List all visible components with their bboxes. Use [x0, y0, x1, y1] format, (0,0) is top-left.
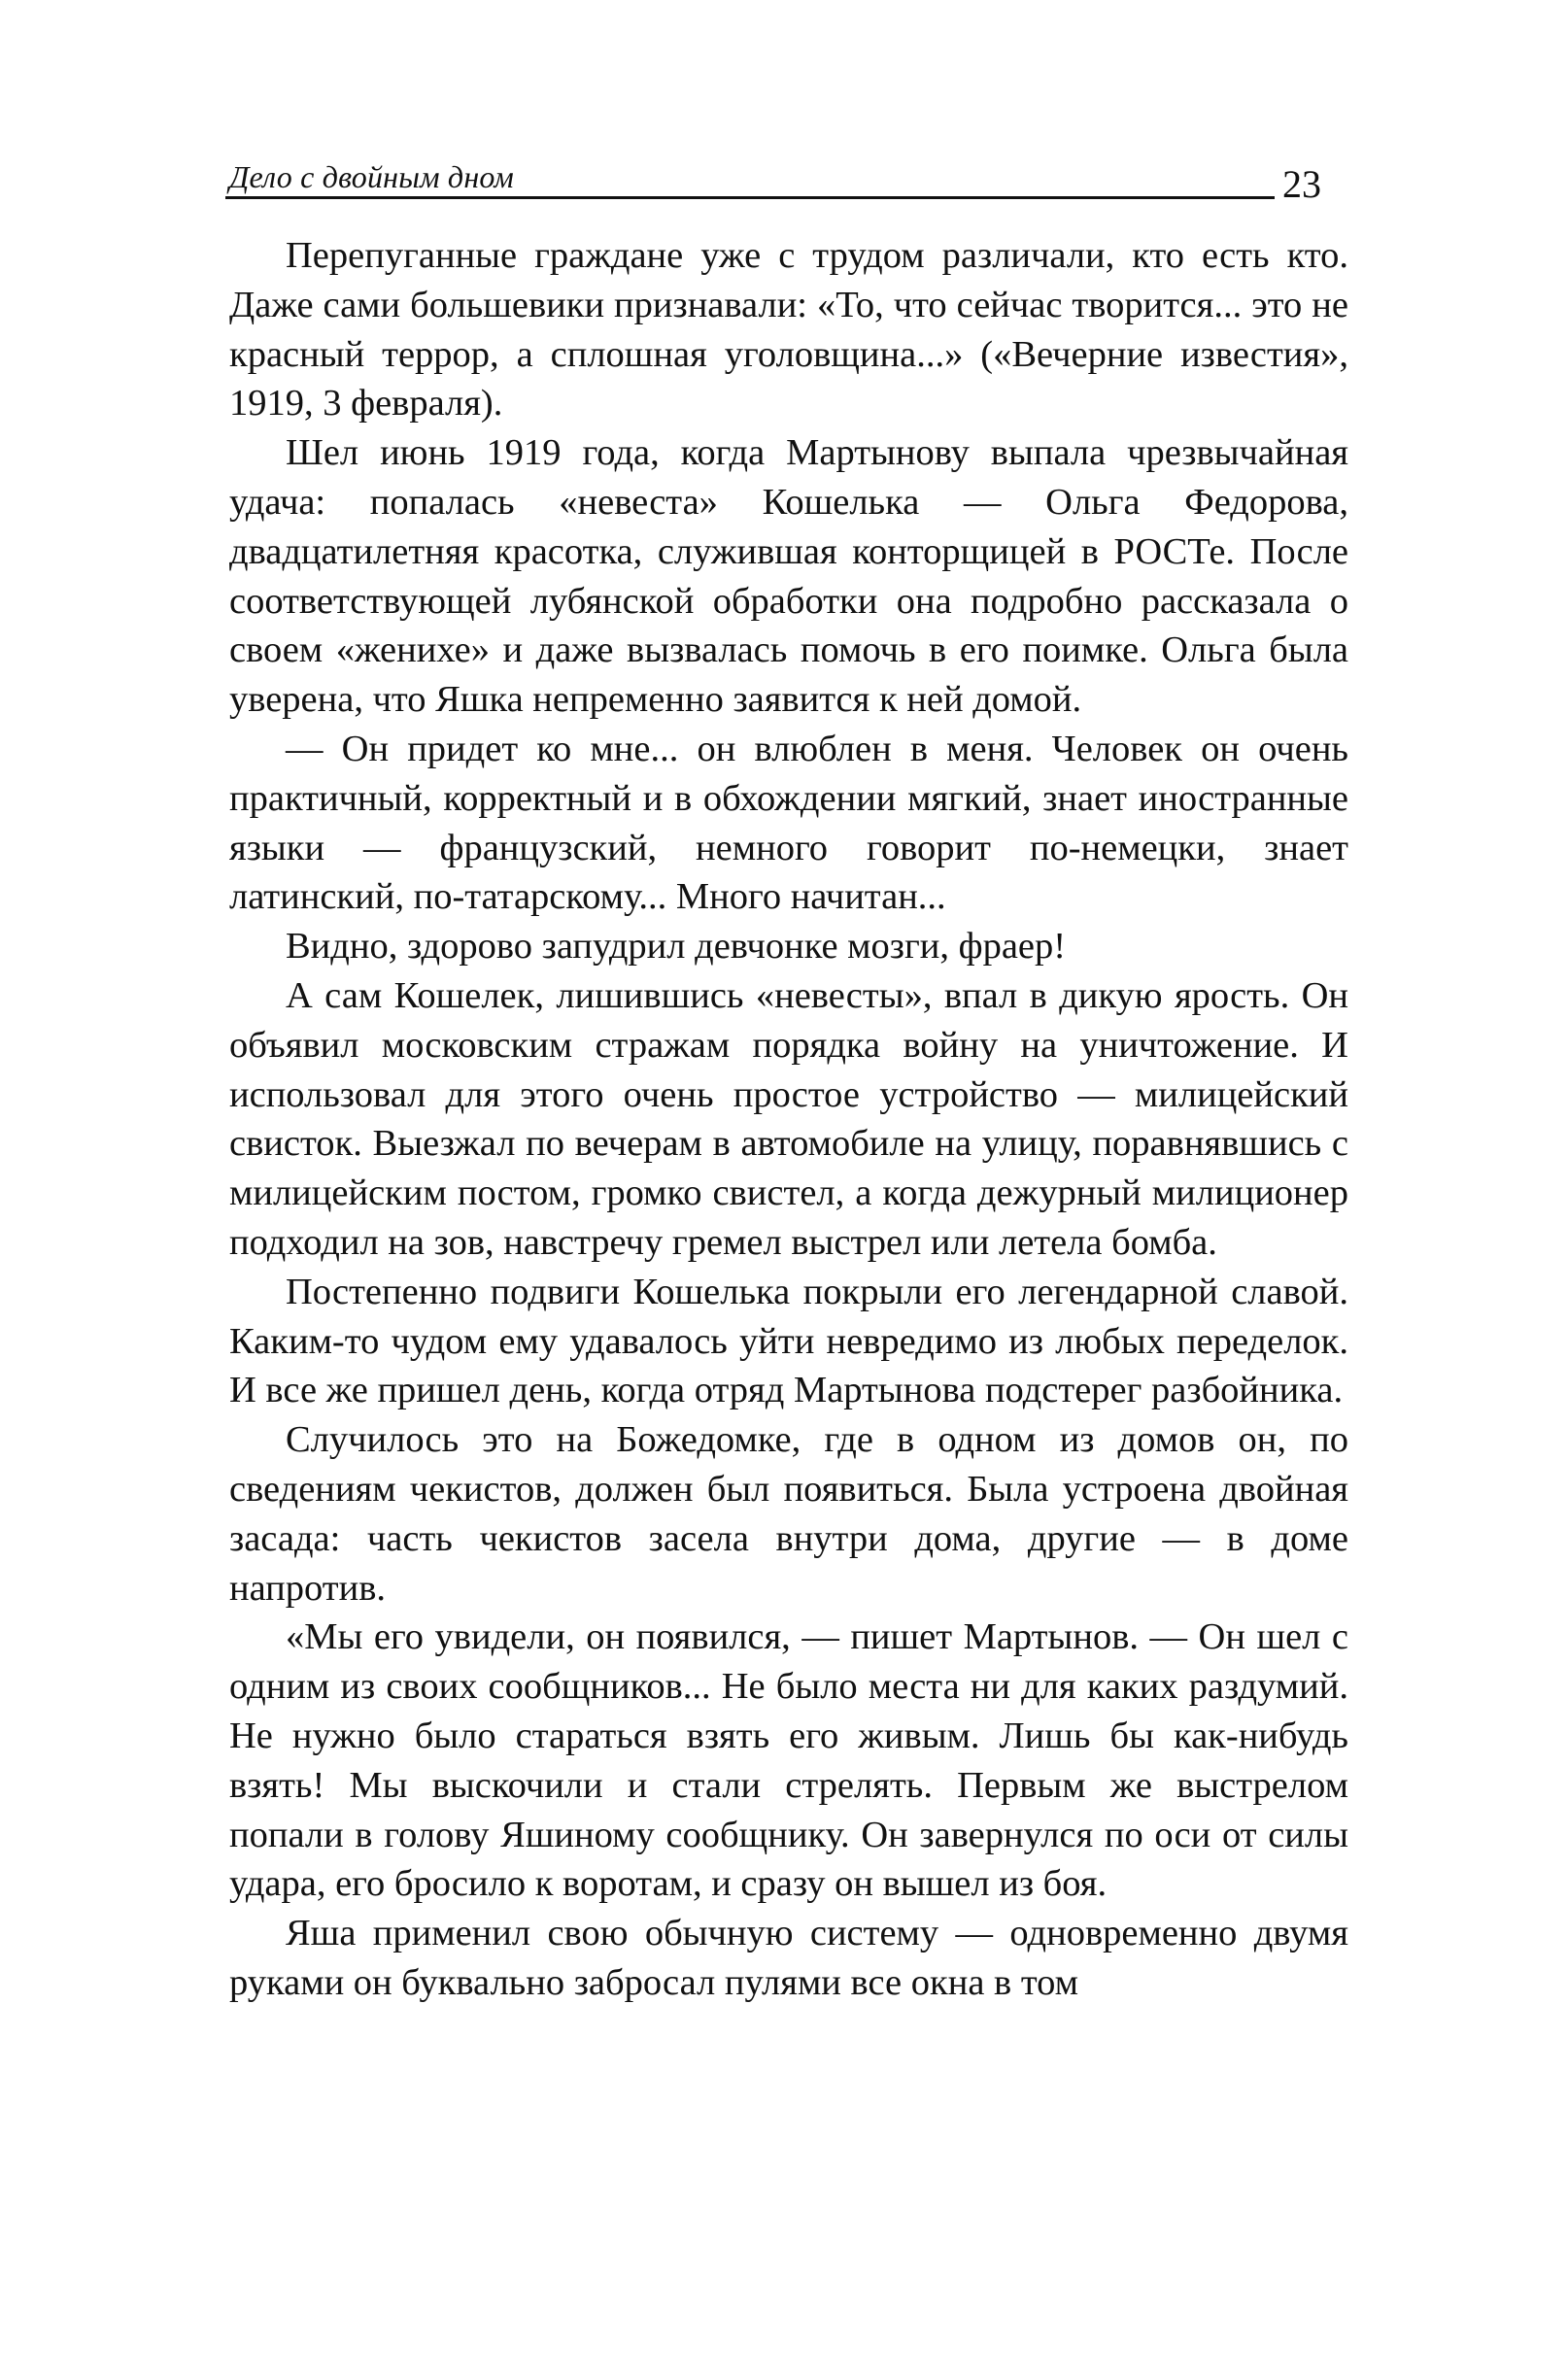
header-rule — [225, 196, 1275, 199]
body-text — [229, 231, 1348, 2008]
paragraph: — Он придет ко мне... он влюблен в меня. Человек он очень практичный, корректный и в обхождении мягкий, знает иностранные языки — французский, немного говорит по-немецки, знает латинский, по-татарскому... Много начитан... — [229, 728, 1348, 918]
running-head — [225, 157, 1321, 204]
paragraph: А сам Кошелек, лишившись «невесты», впал в дикую ярость. Он объявил московским стражам порядка войну на уничтожение. И использовал для этого очень простое устройство — милицейский свисток. Выезжал по вечерам в автомобиле на улицу, поравнявшись с милицейским постом, громко свистел, а когда дежурный милиционер подходил на зов, навстречу гремел выстрел или летела бомба. — [229, 974, 1348, 1263]
paragraph: Яша применил свою обычную систему — одновременно двумя руками он буквально забросал пулями все окна в том — [229, 1913, 1348, 2003]
page-number: 23 — [1282, 162, 1321, 206]
paragraph: Перепуганные граждане уже с трудом различали, кто есть кто. Даже сами большевики признавали: «То, что сейчас творится... это не красный террор, а сплошная уголовщина...» («Вечерние известия», 1919, 3 февраля). — [229, 235, 1348, 425]
paragraph: «Мы его увидели, он появился, — пишет Мартынов. — Он шел с одним из своих сообщников... Не было места ни для каких раздумий. Не нужно было стараться взять его живым. Лишь бы как-нибудь взять! Мы выскочили и стали стрелять. Первым же выстрелом попали в голову Яшиному сообщнику. Он завернулся по оси от силы удара, его бросило к воротам, и сразу он вышел из боя. — [229, 1616, 1348, 1905]
paragraph: Постепенно подвиги Кошелька покрыли его легендарной славой. Каким-то чудом ему удавалось уйти невредимо из любых переделок. И все же пришел день, когда отряд Мартынова подстерег разбойника. — [229, 1271, 1348, 1411]
paragraph: Видно, здорово запудрил девчонке мозги, фраер! — [286, 926, 1067, 968]
paragraph: Случилось это на Божедомке, где в одном из домов он, по сведениям чекистов, должен был появиться. Была устроена двойная засада: часть чекистов засела внутри дома, другие — в доме напротив. — [229, 1419, 1348, 1609]
running-title: Дело с двойным дном — [229, 159, 515, 194]
paragraph: Шел июнь 1919 года, когда Мартынову выпала чрезвычайная удача: попалась «невеста» Кошелька — Ольга Федорова, двадцатилетняя красотка, служившая конторщицей в РОСТе. После соответствующей лубянской обработки она подробно рассказала о своем «женихе» и даже вызвалась помочь в его поимке. Ольга была уверена, что Яшка непременно заявится к ней домой. — [229, 432, 1348, 721]
